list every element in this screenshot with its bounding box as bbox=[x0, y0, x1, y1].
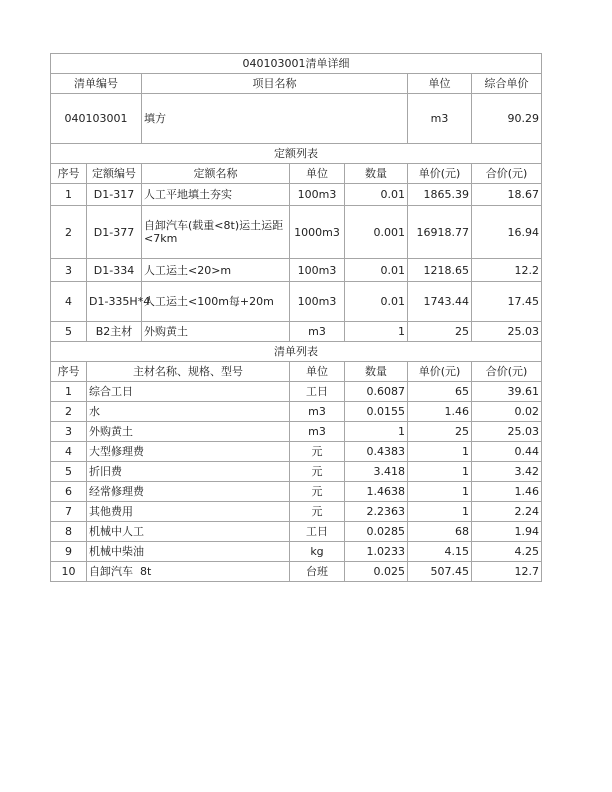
bill-unit: 工日 bbox=[290, 522, 345, 542]
quota-section-title: 定额列表 bbox=[51, 144, 542, 164]
bill-name: 经常修理费 bbox=[87, 482, 290, 502]
quota-name: 人工运土<100m每+20m bbox=[142, 282, 290, 322]
bill-total: 3.42 bbox=[472, 462, 542, 482]
quota-unit: 100m3 bbox=[290, 282, 345, 322]
bill-name: 大型修理费 bbox=[87, 442, 290, 462]
bill-total: 12.7 bbox=[472, 562, 542, 582]
bill-price: 25 bbox=[408, 422, 472, 442]
bill-total: 39.61 bbox=[472, 382, 542, 402]
bill-price: 65 bbox=[408, 382, 472, 402]
bill-unit: kg bbox=[290, 542, 345, 562]
item-unit: m3 bbox=[408, 94, 472, 144]
quota-code: D1-334 bbox=[87, 259, 142, 282]
bill-name: 其他费用 bbox=[87, 502, 290, 522]
quota-price: 1743.44 bbox=[408, 282, 472, 322]
quota-price: 25 bbox=[408, 322, 472, 342]
bill-header-unit: 单位 bbox=[290, 362, 345, 382]
bill-unit: 元 bbox=[290, 502, 345, 522]
quota-seq: 5 bbox=[51, 322, 87, 342]
quota-code: D1-317 bbox=[87, 184, 142, 206]
bill-unit: 台班 bbox=[290, 562, 345, 582]
bill-qty: 1.4638 bbox=[345, 482, 408, 502]
table-row bbox=[51, 562, 542, 582]
quota-total: 18.67 bbox=[472, 184, 542, 206]
quota-unit: 100m3 bbox=[290, 184, 345, 206]
table-title: 040103001清单详细 bbox=[51, 54, 542, 74]
bill-price: 507.45 bbox=[408, 562, 472, 582]
bill-seq: 4 bbox=[51, 442, 87, 462]
quota-header-seq: 序号 bbox=[51, 164, 87, 184]
bill-total: 2.24 bbox=[472, 502, 542, 522]
bill-name: 综合工日 bbox=[87, 382, 290, 402]
table-row bbox=[51, 382, 542, 402]
table-row bbox=[51, 282, 542, 322]
bill-unit: m3 bbox=[290, 422, 345, 442]
bill-qty: 0.4383 bbox=[345, 442, 408, 462]
bill-unit: 元 bbox=[290, 482, 345, 502]
item-header-code: 清单编号 bbox=[51, 74, 142, 94]
bill-name: 水 bbox=[87, 402, 290, 422]
quota-unit: 100m3 bbox=[290, 259, 345, 282]
bill-price: 1 bbox=[408, 442, 472, 462]
bill-name: 自卸汽车 8t bbox=[87, 562, 290, 582]
bill-qty: 3.418 bbox=[345, 462, 408, 482]
bill-seq: 5 bbox=[51, 462, 87, 482]
bill-price: 68 bbox=[408, 522, 472, 542]
bill-qty: 0.0155 bbox=[345, 402, 408, 422]
item-price: 90.29 bbox=[472, 94, 542, 144]
bill-detail-table bbox=[50, 53, 542, 582]
bill-seq: 10 bbox=[51, 562, 87, 582]
quota-total: 25.03 bbox=[472, 322, 542, 342]
quota-header-price: 单价(元) bbox=[408, 164, 472, 184]
bill-price: 4.15 bbox=[408, 542, 472, 562]
bill-total: 4.25 bbox=[472, 542, 542, 562]
quota-seq: 1 bbox=[51, 184, 87, 206]
table-row bbox=[51, 542, 542, 562]
quota-header-unit: 单位 bbox=[290, 164, 345, 184]
quota-code: D1-377 bbox=[87, 206, 142, 259]
bill-header-qty: 数量 bbox=[345, 362, 408, 382]
quota-price: 1865.39 bbox=[408, 184, 472, 206]
quota-name: 自卸汽车(载重<8t)运土运距<7km bbox=[142, 206, 290, 259]
quota-unit: m3 bbox=[290, 322, 345, 342]
bill-total: 1.46 bbox=[472, 482, 542, 502]
bill-unit: 元 bbox=[290, 462, 345, 482]
bill-seq: 8 bbox=[51, 522, 87, 542]
table-row bbox=[51, 442, 542, 462]
bill-unit: 工日 bbox=[290, 382, 345, 402]
quota-header-code: 定额编号 bbox=[87, 164, 142, 184]
bill-section-title: 清单列表 bbox=[51, 342, 542, 362]
quota-seq: 2 bbox=[51, 206, 87, 259]
quota-name: 人工运土<20>m bbox=[142, 259, 290, 282]
table-row bbox=[51, 402, 542, 422]
bill-seq: 1 bbox=[51, 382, 87, 402]
table-row bbox=[51, 462, 542, 482]
table-row bbox=[51, 482, 542, 502]
bill-unit: m3 bbox=[290, 402, 345, 422]
quota-header-total: 合价(元) bbox=[472, 164, 542, 184]
quota-qty: 0.01 bbox=[345, 184, 408, 206]
bill-qty: 1.0233 bbox=[345, 542, 408, 562]
table-row bbox=[51, 502, 542, 522]
quota-total: 17.45 bbox=[472, 282, 542, 322]
quota-seq: 3 bbox=[51, 259, 87, 282]
quota-total: 12.2 bbox=[472, 259, 542, 282]
bill-qty: 0.025 bbox=[345, 562, 408, 582]
bill-unit: 元 bbox=[290, 442, 345, 462]
quota-seq: 4 bbox=[51, 282, 87, 322]
quota-code: D1-335H*4 bbox=[87, 282, 142, 322]
table-row bbox=[51, 259, 542, 282]
bill-price: 1 bbox=[408, 482, 472, 502]
bill-qty: 1 bbox=[345, 422, 408, 442]
bill-price: 1 bbox=[408, 502, 472, 522]
quota-qty: 0.01 bbox=[345, 282, 408, 322]
bill-header-price: 单价(元) bbox=[408, 362, 472, 382]
quota-qty: 1 bbox=[345, 322, 408, 342]
bill-total: 25.03 bbox=[472, 422, 542, 442]
bill-header-name: 主材名称、规格、型号 bbox=[87, 362, 290, 382]
quota-qty: 0.001 bbox=[345, 206, 408, 259]
bill-seq: 7 bbox=[51, 502, 87, 522]
bill-seq: 6 bbox=[51, 482, 87, 502]
quota-header-row bbox=[51, 164, 542, 184]
quota-qty: 0.01 bbox=[345, 259, 408, 282]
bill-header-seq: 序号 bbox=[51, 362, 87, 382]
quota-price: 1218.65 bbox=[408, 259, 472, 282]
bill-name: 机械中人工 bbox=[87, 522, 290, 542]
bill-seq: 9 bbox=[51, 542, 87, 562]
bill-name: 折旧费 bbox=[87, 462, 290, 482]
bill-total: 0.44 bbox=[472, 442, 542, 462]
item-header-price: 综合单价 bbox=[472, 74, 542, 94]
bill-total: 1.94 bbox=[472, 522, 542, 542]
quota-header-qty: 数量 bbox=[345, 164, 408, 184]
bill-name: 外购黄土 bbox=[87, 422, 290, 442]
bill-price: 1.46 bbox=[408, 402, 472, 422]
bill-qty: 0.0285 bbox=[345, 522, 408, 542]
bill-header-row bbox=[51, 362, 542, 382]
table-row bbox=[51, 322, 542, 342]
quota-unit: 1000m3 bbox=[290, 206, 345, 259]
bill-seq: 3 bbox=[51, 422, 87, 442]
quota-code: B2主材 bbox=[87, 322, 142, 342]
bill-qty: 2.2363 bbox=[345, 502, 408, 522]
item-header-unit: 单位 bbox=[408, 74, 472, 94]
table-row bbox=[51, 206, 542, 259]
bill-total: 0.02 bbox=[472, 402, 542, 422]
bill-price: 1 bbox=[408, 462, 472, 482]
bill-header-total: 合价(元) bbox=[472, 362, 542, 382]
table-row bbox=[51, 422, 542, 442]
bill-name: 机械中柴油 bbox=[87, 542, 290, 562]
quota-name: 外购黄土 bbox=[142, 322, 290, 342]
table-row bbox=[51, 184, 542, 206]
table-row bbox=[51, 522, 542, 542]
bill-qty: 0.6087 bbox=[345, 382, 408, 402]
quota-name: 人工平地填土夯实 bbox=[142, 184, 290, 206]
item-name: 填方 bbox=[142, 94, 408, 144]
quota-price: 16918.77 bbox=[408, 206, 472, 259]
item-code: 040103001 bbox=[51, 94, 142, 144]
item-header-name: 项目名称 bbox=[142, 74, 408, 94]
quota-total: 16.94 bbox=[472, 206, 542, 259]
bill-seq: 2 bbox=[51, 402, 87, 422]
quota-header-name: 定额名称 bbox=[142, 164, 290, 184]
